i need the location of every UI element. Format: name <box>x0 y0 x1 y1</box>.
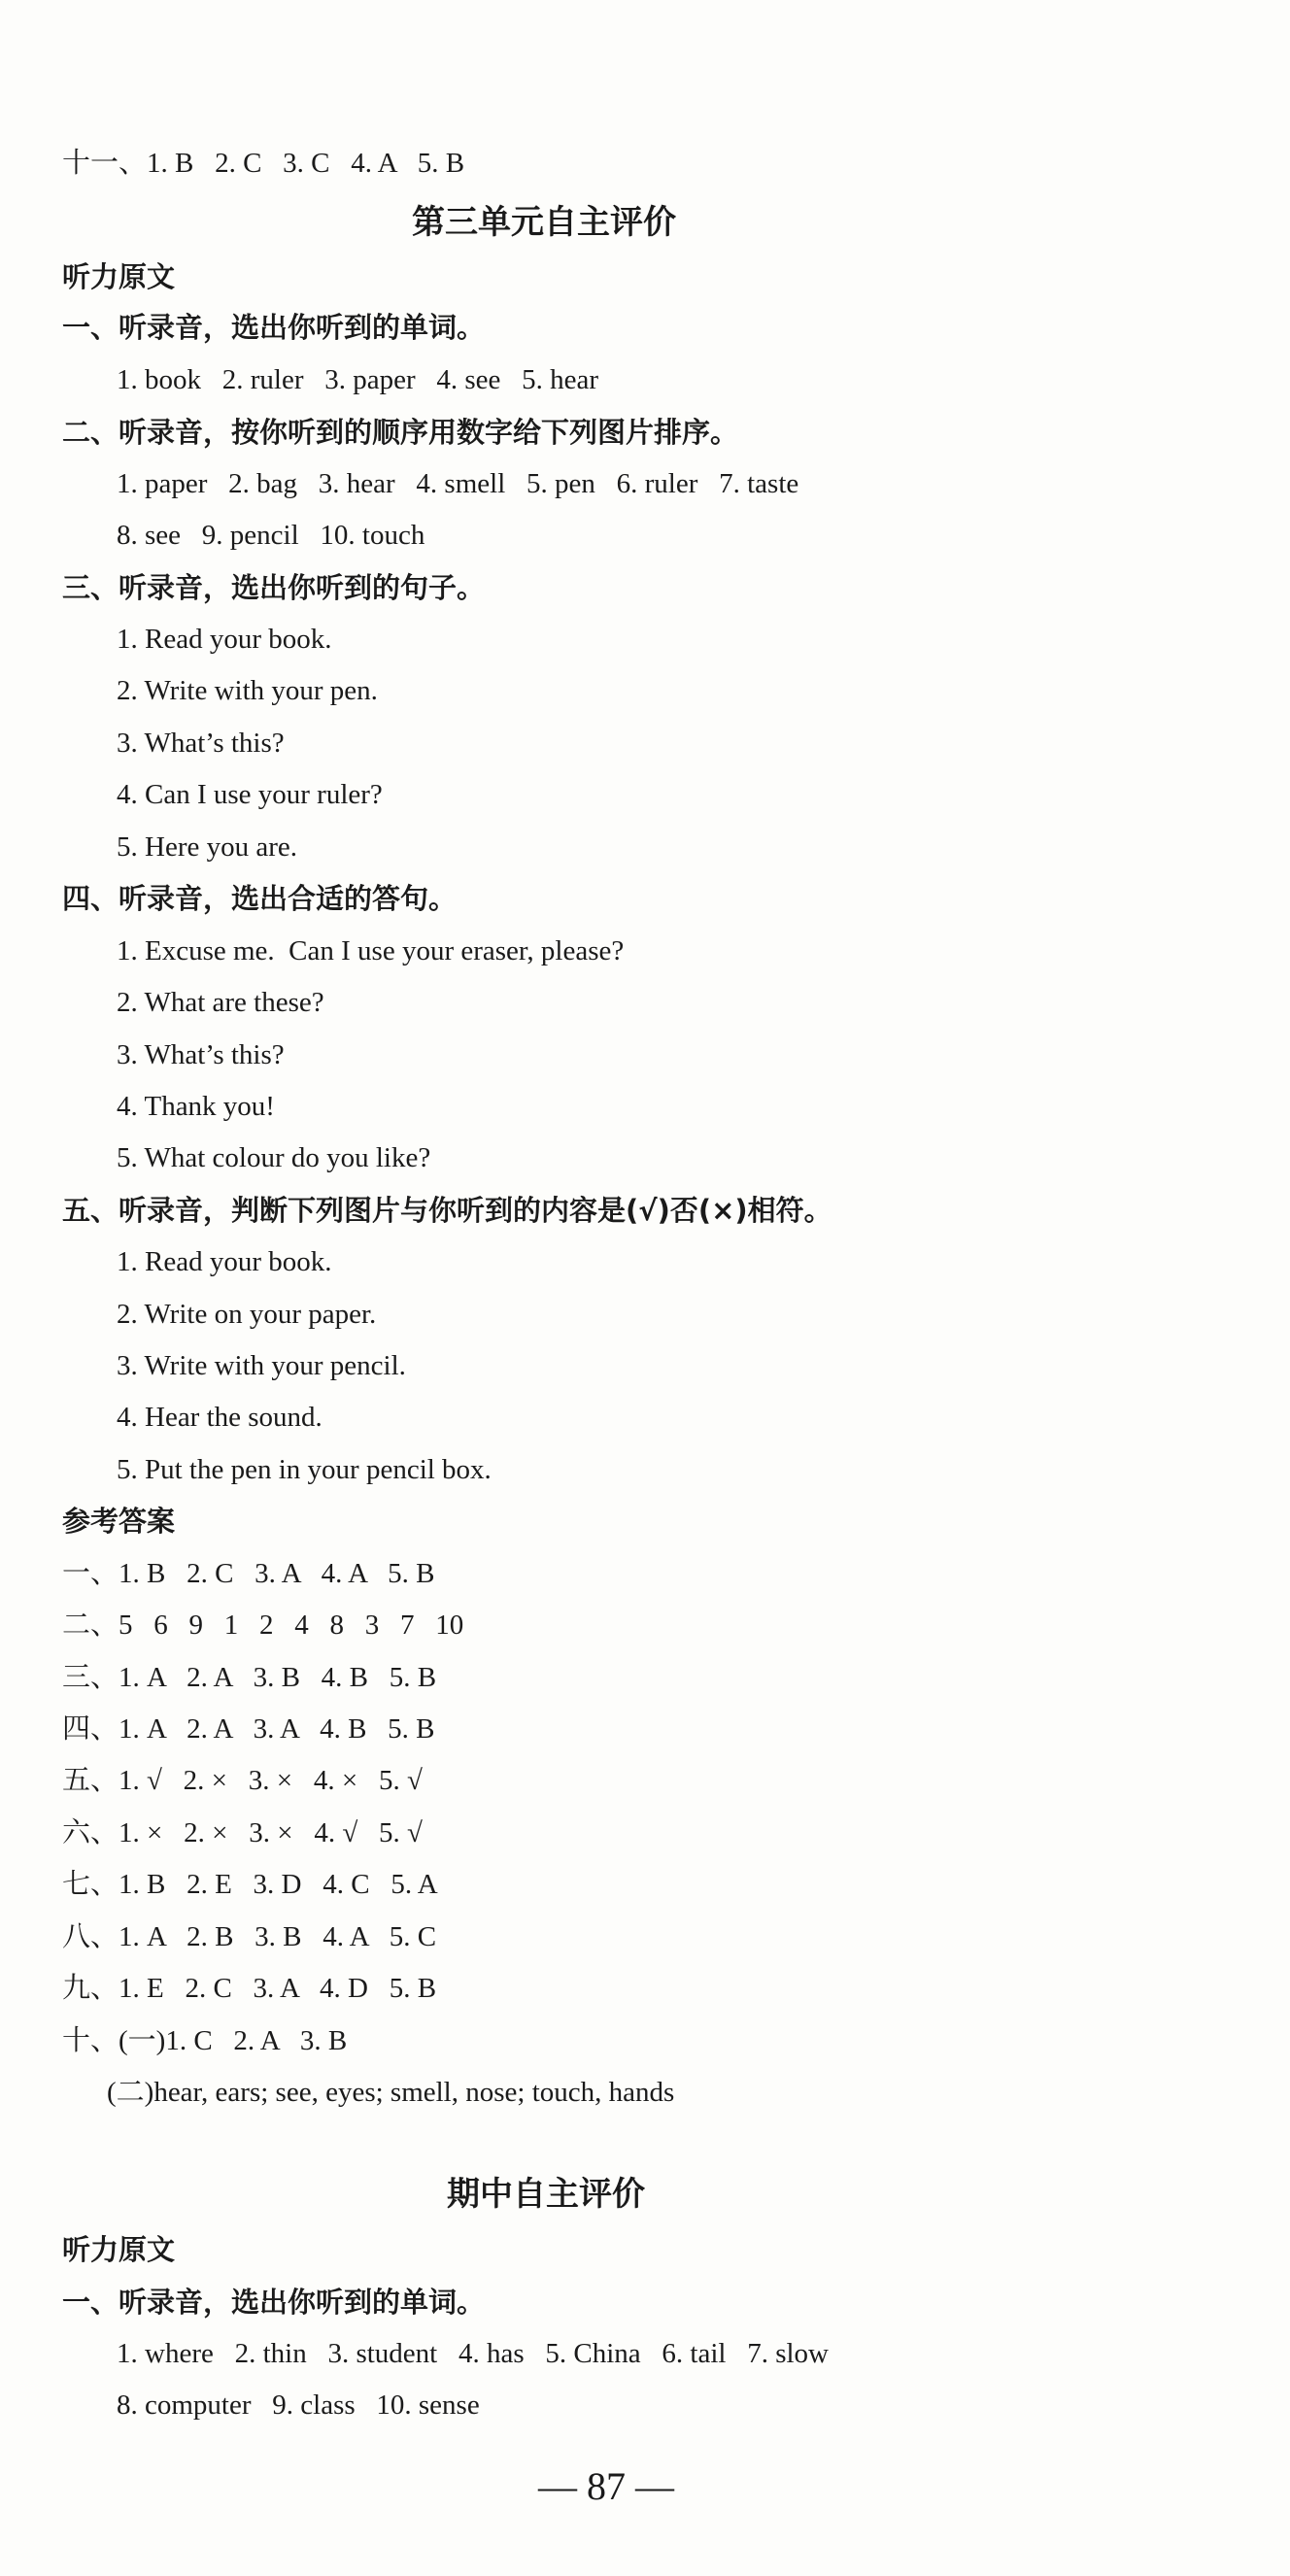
content-line: 4. Thank you! <box>117 1091 275 1122</box>
content-line: 8. see 9. pencil 10. touch <box>117 520 425 551</box>
content-line: 8. computer 9. class 10. sense <box>117 2390 480 2421</box>
content-line: 1. where 2. thin 3. student 4. has 5. China 6. tail 7. slow <box>117 2338 829 2369</box>
content-line: 3. What’s this? <box>117 728 285 759</box>
question-heading-5: 五、听录音，判断下列图片与你听到的内容是(√)否(×)相符。 <box>62 1194 832 1227</box>
page-number: — 87 — <box>538 2464 674 2508</box>
content-line: 1. Read your book. <box>117 1246 332 1277</box>
content-line: 5. Put the pen in your pencil box. <box>117 1454 492 1485</box>
answer-line-8: 八、1. A 2. B 3. B 4. A 5. C <box>62 1921 437 1952</box>
content-line: 3. Write with your pencil. <box>117 1350 406 1381</box>
content-line: 4. Can I use your ruler? <box>117 779 383 810</box>
content-line: 1. paper 2. bag 3. hear 4. smell 5. pen 6. ruler 7. taste <box>117 468 799 499</box>
content-line: 1. book 2. ruler 3. paper 4. see 5. hear <box>117 364 599 395</box>
section-title-unit3: 第三单元自主评价 <box>412 203 676 242</box>
section-title-midterm: 期中自主评价 <box>447 2175 645 2214</box>
answer-line-5: 五、1. √ 2. × 3. × 4. × 5. √ <box>62 1765 423 1796</box>
answer-line-2: 二、5 6 9 1 2 4 8 3 7 10 <box>62 1610 464 1641</box>
answer-line-10: 十、(一)1. C 2. A 3. B <box>62 2025 348 2056</box>
content-line: 1. Excuse me. Can I use your eraser, please? <box>117 935 625 966</box>
answer-line-3: 三、1. A 2. A 3. B 4. B 5. B <box>62 1662 437 1693</box>
content-line: 3. What’s this? <box>117 1039 285 1070</box>
subheading-answers: 参考答案 <box>62 1505 176 1538</box>
subheading-listening-text: 听力原文 <box>62 2233 176 2266</box>
answer-line-6: 六、1. × 2. × 3. × 4. √ 5. √ <box>62 1817 423 1848</box>
question-heading-1: 一、听录音，选出你听到的单词。 <box>62 311 486 344</box>
answer-line-1: 一、1. B 2. C 3. A 4. A 5. B <box>62 1558 435 1589</box>
answer-line-4: 四、1. A 2. A 3. A 4. B 5. B <box>62 1713 435 1745</box>
question-heading-4: 四、听录音，选出合适的答句。 <box>62 882 458 915</box>
content-line: 5. Here you are. <box>117 831 297 863</box>
question-heading-3: 三、听录音，选出你听到的句子。 <box>62 571 486 604</box>
answer-line-7: 七、1. B 2. E 3. D 4. C 5. A <box>62 1869 438 1900</box>
content-line: 2. Write on your paper. <box>117 1299 377 1330</box>
answer-line-11: 十一、1. B 2. C 3. C 4. A 5. B <box>62 148 465 179</box>
content-line: 5. What colour do you like? <box>117 1142 431 1173</box>
content-line: 4. Hear the sound. <box>117 1402 322 1433</box>
content-line: 1. Read your book. <box>117 624 332 655</box>
question-heading-2: 二、听录音，按你听到的顺序用数字给下列图片排序。 <box>62 416 739 449</box>
content-line: 2. What are these? <box>117 987 324 1018</box>
content-line: 2. Write with your pen. <box>117 675 378 706</box>
answer-line-9: 九、1. E 2. C 3. A 4. D 5. B <box>62 1973 437 2004</box>
subheading-listening-text: 听力原文 <box>62 260 176 293</box>
answer-line-10-part2: (二)hear, ears; see, eyes; smell, nose; touch, hands <box>107 2077 675 2108</box>
question-heading-1: 一、听录音，选出你听到的单词。 <box>62 2286 486 2319</box>
